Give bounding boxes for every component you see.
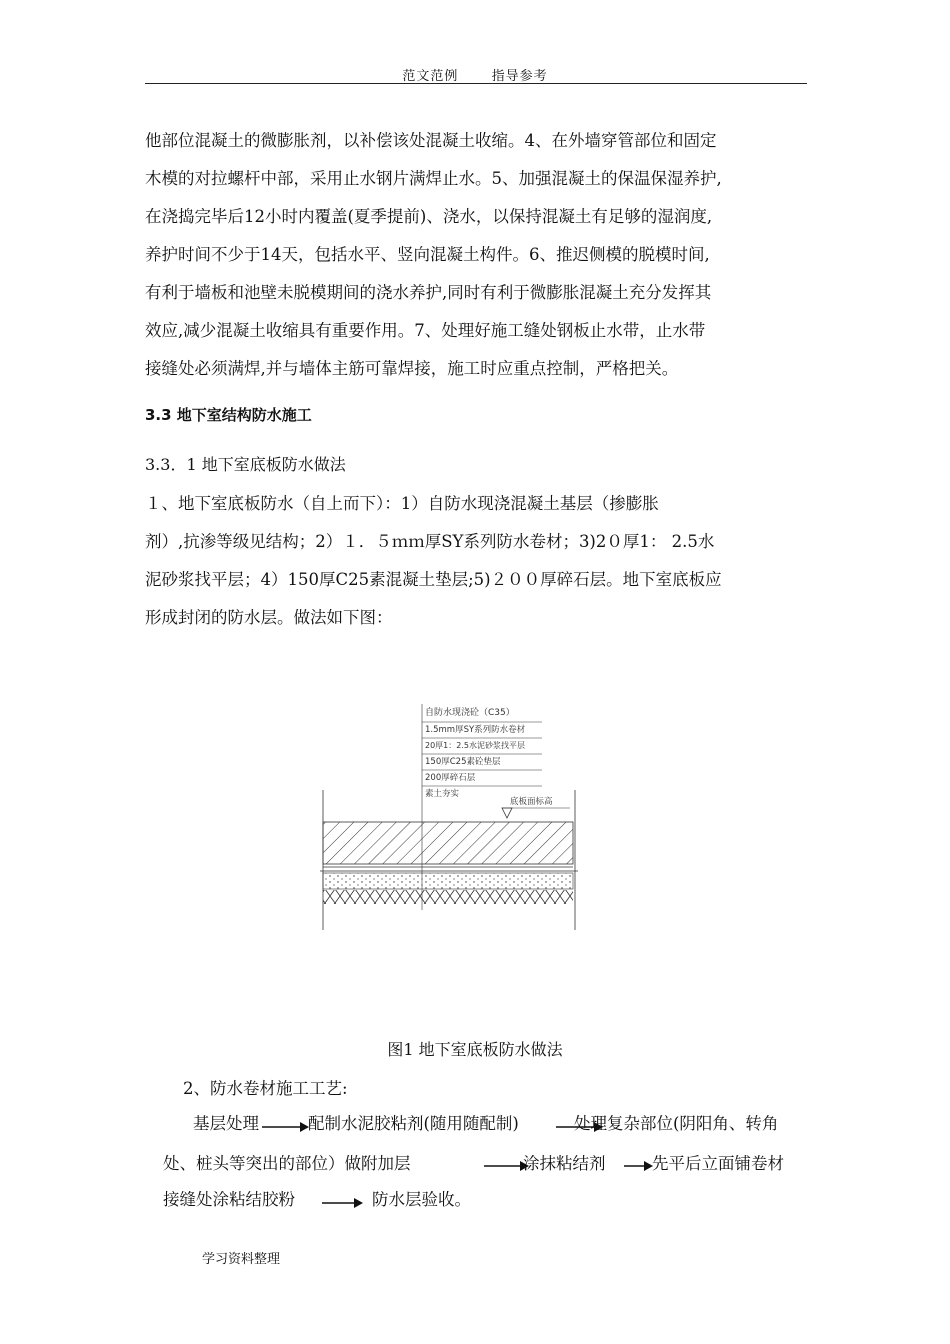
paragraph1-line: 接缝处必须满焊,并与墙体主筋可靠焊接，施工时应重点控制，严格把关。 — [145, 359, 679, 378]
process-step: 处、桩头等突出的部位）做附加层 — [163, 1154, 411, 1173]
process-step: 先平后立面铺卷材 — [652, 1154, 784, 1173]
label-gravel: 200厚碎石层 — [425, 773, 476, 783]
cushion-layer — [323, 873, 573, 889]
page-footer: 学习资料整理 — [202, 1252, 281, 1267]
header-divider — [145, 83, 807, 84]
paragraph1-line: 效应,减少混凝土收缩具有重要作用。7、处理好施工缝处钢板止水带，止水带 — [145, 321, 706, 340]
paragraph1-line: 养护时间不少于14天，包括水平、竖向混凝土构件。6、推迟侧模的脱模时间, — [145, 245, 710, 264]
arrow-icon — [262, 1121, 310, 1133]
paragraph2-line: １、地下室底板防水（自上而下）：1）自防水现浇混凝土基层（掺膨胀 — [145, 494, 659, 513]
paragraph1-line: 有利于墙板和池壁未脱模期间的浇水养护,同时有利于微膨胀混凝土充分发挥其 — [145, 283, 712, 302]
arrow-icon — [624, 1160, 654, 1172]
process-step: 基层处理 — [193, 1114, 259, 1133]
process-title: 2、防水卷材施工工艺: — [183, 1079, 348, 1098]
label-soil: 素土夯实 — [425, 789, 460, 799]
process-step: 配制水泥胶粘剂(随用随配制) — [308, 1114, 519, 1133]
label-mortar: 20厚1：2.5水泥砂浆找平层 — [425, 741, 525, 750]
label-cushion: 150厚C25素砼垫层 — [425, 757, 501, 767]
paragraph1-line: 他部位混凝土的微膨胀剂，以补偿该处混凝土收缩。4、在外墙穿管部位和固定 — [145, 131, 717, 150]
arrow-icon — [322, 1197, 364, 1209]
gravel-layer — [323, 890, 573, 904]
concrete-layer — [323, 822, 573, 864]
paragraph2-line: 形成封闭的防水层。做法如下图： — [145, 608, 393, 627]
waterproof-layer-diagram — [320, 700, 580, 930]
section-title: 3.3 地下室结构防水施工 — [145, 406, 312, 424]
process-step: 防水层验收。 — [372, 1190, 471, 1209]
process-step: 处理复杂部位(阴阳角、转角 — [574, 1114, 779, 1133]
elevation-marker — [502, 796, 570, 818]
process-step: 接缝处涂粘结胶粉 — [163, 1190, 295, 1209]
paragraph2-line: 剂）,抗渗等级见结构；2）１．５ｍｍ厚SY系列防水卷材；3)2０厚1： 2.5水 — [145, 532, 715, 551]
page-header — [0, 65, 950, 84]
label-concrete: 自防水现浇砼（C35） — [425, 708, 515, 718]
paragraph2-line: 泥砂浆找平层；4）150厚C25素混凝土垫层;5)２００厚碎石层。地下室底板应 — [145, 570, 722, 589]
paragraph1-line: 木模的对拉螺杆中部，采用止水钢片满焊止水。5、加强混凝土的保温保湿养护, — [145, 169, 722, 188]
subsection-title: 3.3．1 地下室底板防水做法 — [145, 455, 346, 474]
elevation-label: 底板面标高 — [510, 797, 553, 807]
paragraph1-line: 在浇捣完毕后12小时内覆盖(夏季提前)、浇水，以保持混凝土有足够的湿润度, — [145, 207, 713, 226]
header-right: 指导参考 — [491, 69, 548, 84]
label-membrane: 1.5mm厚SY系列防水卷材 — [425, 725, 526, 735]
process-step: 涂抹粘结剂 — [523, 1154, 606, 1173]
figure-caption: 图1 地下室底板防水做法 — [387, 1040, 563, 1059]
header-left: 范文范例 — [402, 69, 459, 84]
